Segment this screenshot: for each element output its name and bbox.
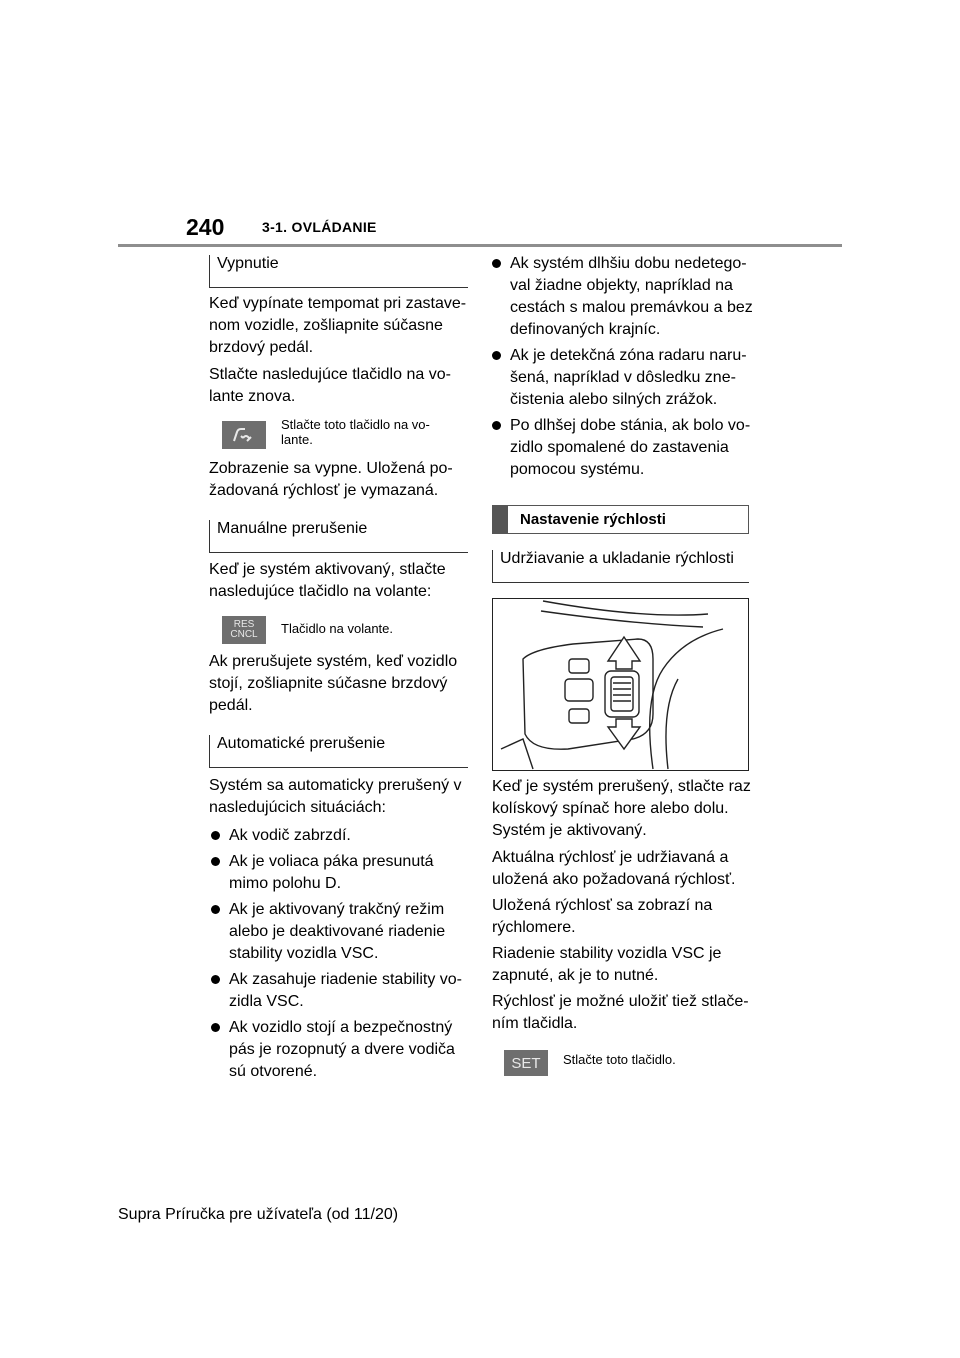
list-item: Ak je detekčná zóna radaru naru-šená, napríklad v dôsledku zne-čistenia alebo silných zrážok.	[490, 345, 755, 411]
paragraph: Zobrazenie sa vypne. Uložená po-žadovaná rýchlosť je vymazaná.	[209, 460, 453, 499]
list-item: Ak vodič zabrzdí.	[209, 825, 471, 847]
paragraph: Rýchlosť je možné uložiť tiež stlače-ním tlačidla.	[492, 993, 749, 1032]
section-bar	[493, 506, 508, 533]
header-rule	[118, 244, 842, 247]
list-item: Ak je voliaca páka presunutá mimo polohu D.	[209, 851, 471, 895]
bullet-icon	[211, 1023, 220, 1032]
cruise-control-icon	[229, 425, 259, 445]
paragraph: Keď je systém aktivovaný, stlačte nasledujúce tlačidlo na volante:	[209, 561, 446, 600]
paragraph: Systém sa automaticky prerušený v nasledujúcich situáciách:	[209, 777, 462, 816]
subheading-manual: Manuálne prerušenie	[209, 520, 468, 553]
bullet-icon	[492, 351, 501, 360]
paragraph: Uložená rýchlosť sa zobrazí na rýchlomere.	[492, 897, 713, 936]
bullet-icon	[211, 975, 220, 984]
res-label: RES	[233, 619, 255, 630]
button-note: Stlačte toto tlačidlo na vo-lante.	[281, 417, 430, 447]
list-item: Ak zasahuje riadenie stability vo-zidla VSC.	[209, 969, 471, 1013]
set-button: SET	[504, 1050, 548, 1076]
section-heading	[492, 505, 749, 534]
res-cncl-button	[222, 616, 266, 644]
paragraph: Riadenie stability vozidla VSC je zapnuté, ak je to nutné.	[492, 945, 722, 984]
bullet-icon	[211, 831, 220, 840]
subheading-auto: Automatické prerušenie	[209, 735, 468, 768]
list-item: Ak systém dlhšiu dobu nedetego-val žiadne objekty, napríklad na cestách s malou premávkou a bez definovaných krajníc.	[490, 253, 755, 341]
paragraph: Aktuálna rýchlosť je udržiavaná a uložená ako požadovaná rýchlosť.	[492, 849, 736, 888]
subheading-vypnutie: Vypnutie	[209, 255, 468, 288]
steering-wheel-figure	[492, 598, 749, 771]
button-note: Stlačte toto tlačidlo.	[563, 1052, 676, 1067]
subheading-speed: Udržiavanie a ukladanie rýchlosti	[492, 550, 749, 583]
page-number: 240	[186, 214, 225, 240]
bullet-icon	[492, 259, 501, 268]
bullet-icon	[211, 905, 220, 914]
cncl-label: CNCL	[230, 629, 258, 640]
footer: Supra Príručka pre užívateľa (od 11/20)	[118, 1206, 399, 1223]
chapter-title: 3-1. OVLÁDANIE	[262, 219, 377, 235]
list-item: Po dlhšej dobe stánia, ak bolo vo-zidlo spomalené do zastavenia pomocou systému.	[490, 415, 755, 481]
list-item: Ak je aktivovaný trakčný režim alebo je deaktivované riadenie stability vozidla VSC.	[209, 899, 471, 965]
list-item: Ak vozidlo stojí a bezpečnostný pás je rozopnutý a dvere vodiča sú otvorené.	[209, 1017, 471, 1083]
bullet-icon	[211, 857, 220, 866]
button-note: Tlačidlo na volante.	[281, 621, 394, 636]
paragraph: Keď je systém prerušený, stlačte raz kolískový spínač hore alebo dolu. Systém je aktivovaný.	[492, 778, 751, 839]
section-title: Nastavenie rýchlosti	[520, 511, 666, 528]
paragraph: Stlačte nasledujúce tlačidlo na vo-lante znova.	[209, 366, 451, 405]
cruise-off-button	[222, 421, 266, 449]
paragraph: Ak prerušujete systém, keď vozidlo stojí, zošliapnite súčasne brzdový pedál.	[209, 653, 458, 714]
paragraph: Keď vypínate tempomat pri zastave-nom vozidle, zošliapnite súčasne brzdový pedál.	[209, 295, 467, 356]
bullet-icon	[492, 421, 501, 430]
steering-wheel-rocker-switch-icon	[493, 599, 748, 770]
